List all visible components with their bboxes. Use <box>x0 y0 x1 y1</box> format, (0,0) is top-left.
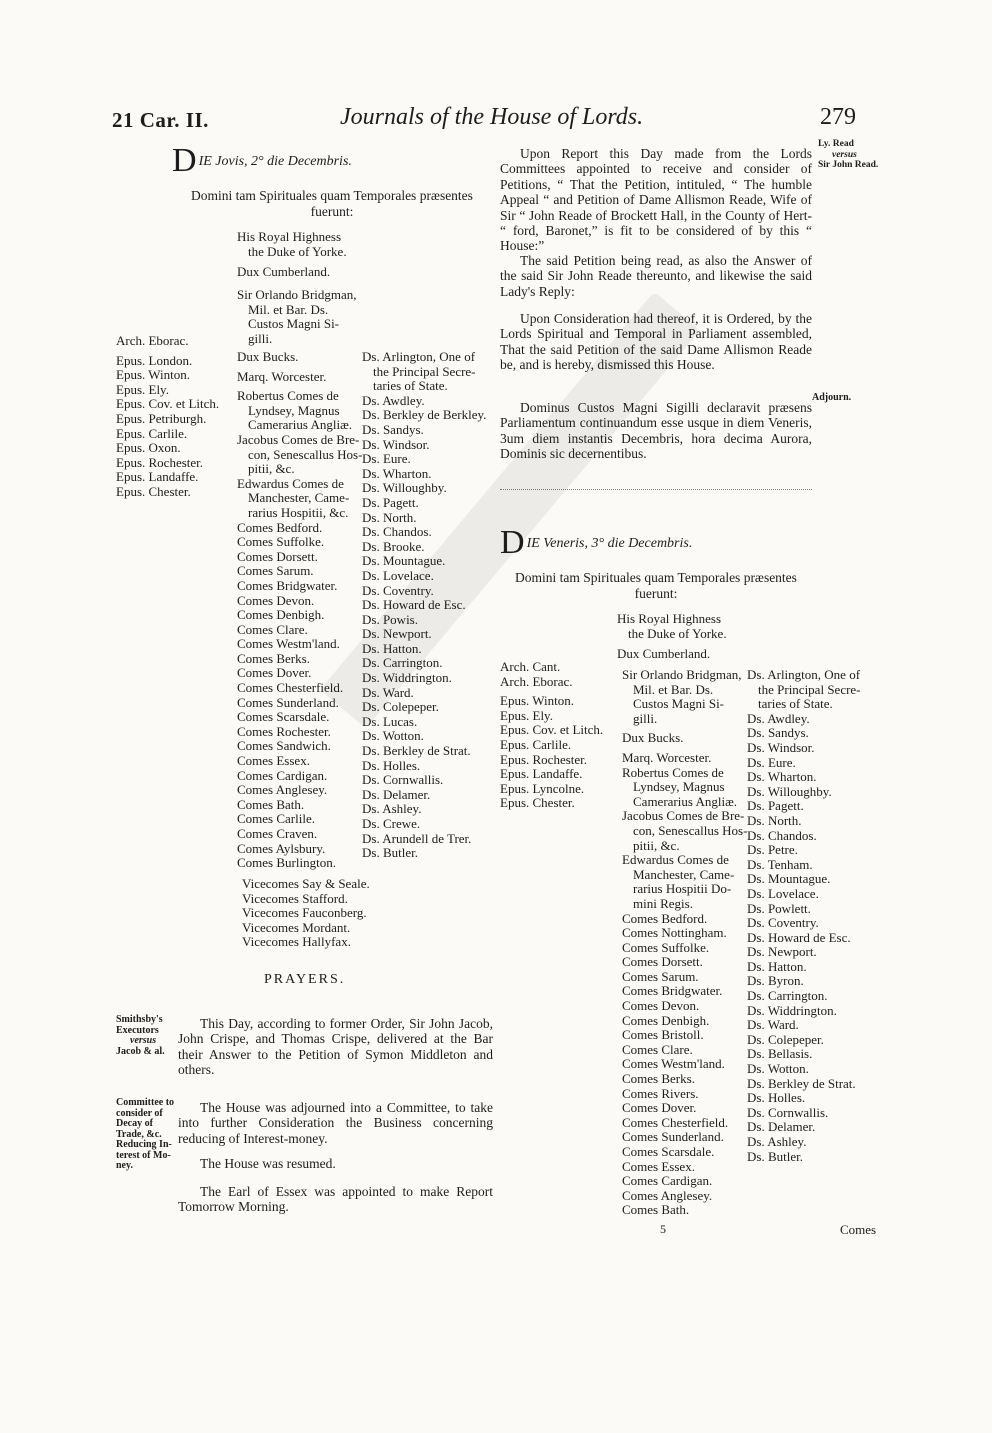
list-item: Comes Berks. <box>237 650 310 666</box>
list-item: Epus. Lyncolne. <box>500 780 585 796</box>
list-item: Comes Burlington. <box>237 855 336 871</box>
list-item: Comes Westm'land. <box>622 1056 725 1072</box>
royal-list <box>237 230 347 280</box>
list-item: Comes Devon. <box>237 592 315 608</box>
list-item: Sir Orlando Bridgman, <box>237 287 357 302</box>
day-heading-right <box>500 524 693 561</box>
list-item: Comes Devon. <box>622 998 700 1014</box>
list-item: Epus. Landaffe. <box>500 766 583 782</box>
list-item: Epus. Cov. et Litch. <box>500 722 604 738</box>
nobles-list-left <box>237 350 362 871</box>
list-item: Camerarius Angliæ. <box>633 793 737 809</box>
list-item: Epus. Winton. <box>116 367 190 383</box>
list-item: Epus. Winton. <box>500 693 574 709</box>
attendance-heading: Domini tam Spirituales quam Temporales præsentes fuerunt: <box>515 570 797 601</box>
list-item: Vicecomes Hallyfax. <box>242 934 351 950</box>
list-item: Vicecomes Mordant. <box>242 919 351 935</box>
list-item: mini Regis. <box>633 895 693 911</box>
paragraph-answer: This Day, according to former Order, Sir John Jacob, John Crispe, and Thomas Crispe, delivered at the Bar their Answer to the Petition of Symon Middleton and others. <box>178 1016 493 1078</box>
list-item: Lyndsey, Magnus <box>248 402 340 418</box>
list-item: Vicecomes Fauconberg. <box>242 905 367 921</box>
list-item: Ds. Berkley de Strat. <box>747 1075 856 1091</box>
list-item: Ds. Wharton. <box>362 465 432 481</box>
list-item: Ds. Willoughby. <box>362 480 447 496</box>
list-item: Edwardus Comes de <box>622 852 729 868</box>
list-item: Ds. Ward. <box>362 684 414 700</box>
list-item: Ds. Petre. <box>747 842 798 858</box>
margin-note-smithsby: Smithsby's Executors versus Jacob & al. <box>116 1014 165 1057</box>
nobles-list-right <box>622 668 747 1218</box>
list-item: Comes Berks. <box>622 1071 695 1087</box>
list-item: Ds. Pagett. <box>747 798 804 814</box>
list-item: Ds. Sandys. <box>747 725 809 741</box>
list-item: Dux Cumberland. <box>617 646 711 662</box>
list-item: Comes Scarsdale. <box>622 1144 715 1159</box>
list-item: Sir Orlando Bridgman, <box>622 667 742 682</box>
list-item: Camerarius Angliæ. <box>248 417 352 433</box>
list-item: Comes Chesterfield. <box>622 1114 729 1130</box>
list-item: Ds. Ward. <box>747 1017 799 1033</box>
list-item: Comes Dover. <box>237 665 312 681</box>
list-item: Ds. Lovelace. <box>747 885 819 901</box>
list-item: Comes Cardigan. <box>622 1173 713 1189</box>
list-item: Marq. Worcester. <box>237 368 327 384</box>
list-item: Comes Dorsett. <box>237 548 318 564</box>
day-title: IE Veneris, 3° die Decembris. <box>526 536 693 551</box>
list-item: Ds. Berkley de Berkley. <box>362 407 487 423</box>
list-item: Comes Sarum. <box>237 563 314 579</box>
attendance-heading: Domini tam Spirituales quam Temporales præsentes fuerunt: <box>191 188 473 219</box>
list-item: Comes Anglesey. <box>237 782 328 798</box>
list-item: Ds. Bellasis. <box>747 1046 813 1062</box>
list-item: Comes Rivers. <box>622 1085 699 1101</box>
list-item: Comes Craven. <box>237 826 318 841</box>
catchword: Comes <box>840 1222 877 1237</box>
day-heading-left <box>172 142 352 179</box>
list-item: Comes Essex. <box>622 1158 695 1174</box>
list-item: Ds. Hatton. <box>362 640 422 656</box>
paragraph-resumed: The House was resumed. <box>200 1156 336 1171</box>
list-item: Epus. Rochester. <box>500 751 588 767</box>
list-item: Ds. Sandys. <box>362 421 424 437</box>
list-item: Ds. Powlett. <box>747 900 811 916</box>
list-item: Vicecomes Stafford. <box>242 890 348 906</box>
paragraph-ordered: Upon Consideration had thereof, it is Ordered, by the Lords Spiritual and Temporal in Parliament assembled, That the said Petition of the said Dame Allismon Reade be, and is hereby, dismissed this House. <box>500 311 812 373</box>
list-item: Ds. Eure. <box>362 451 411 467</box>
list-item: Comes Aylsbury. <box>237 840 326 856</box>
list-item: Comes Bath. <box>237 796 305 812</box>
list-item: rarius Hospitii Do- <box>633 881 732 897</box>
list-item: Arch. Eborac. <box>500 673 573 689</box>
paragraph-petition-read: The said Petition being read, as also the Answer of the said Sir John Reade thereunto, and likewise the said Lady's Reply: <box>500 253 812 299</box>
list-item: Ds. Brooke. <box>362 538 425 554</box>
list-item: taries of State. <box>373 378 448 394</box>
page-number: 279 <box>820 104 856 130</box>
list-item: Ds. Chandos. <box>362 524 432 540</box>
drop-cap: D <box>500 524 525 561</box>
list-item: Ds. Butler. <box>362 845 418 861</box>
list-item: Ds. Coventry. <box>747 915 819 931</box>
list-item: Dux Bucks. <box>622 730 684 746</box>
list-item: His Royal Highness <box>237 229 341 244</box>
list-item: Manchester, Came- <box>248 490 350 506</box>
list-item: Mil. et Bar. Ds. <box>248 301 329 317</box>
list-item: Ds. Carrington. <box>362 655 443 671</box>
margin-note-read: Ly. Read versus Sir John Read. <box>818 139 879 170</box>
list-item: Comes Scarsdale. <box>237 709 330 725</box>
list-item: Dux Cumberland. <box>237 264 331 280</box>
list-item: Epus. London. <box>116 352 193 368</box>
list-item: Ds. Cornwallis. <box>747 1104 829 1120</box>
list-item: Custos Magni Si- <box>248 316 340 332</box>
list-item: Ds. Ashley. <box>362 801 422 817</box>
list-item: Ds. Newport. <box>362 626 432 642</box>
list-item: Comes Chesterfield. <box>237 680 344 696</box>
list-item: Ds. Arlington, One of <box>747 667 861 682</box>
list-item: Comes Clare. <box>622 1041 693 1057</box>
page-header-title: Journals of the House of Lords. <box>340 104 644 130</box>
paragraph-adjourn: Dominus Custos Magni Sigilli declaravit præsens Parliamentum continuandum esse usque in diem Veneris, 3um diem instantis Decembris, hora decima Aurora, Dominis sic decernentibus. <box>500 400 812 462</box>
list-item: Edwardus Comes de <box>237 475 344 491</box>
list-item: Comes Suffolke. <box>622 939 710 955</box>
list-item: Epus. Rochester. <box>116 454 204 470</box>
list-item: Epus. Carlile. <box>116 425 188 441</box>
list-item: Comes Nottingham. <box>622 925 727 941</box>
list-item: taries of State. <box>758 696 833 712</box>
paragraph-report: Upon Report this Day made from the Lords Committees appointed to receive and consider of Petitions, “ That the Petition, intituled, “ The humble Appeal “ and Petition of Dame Allismon Reade, Wife of Sir “ John Reade of Brockett Hall, in the County of Hert- “ ford, Baronet,” is fit to be considered of by this “ House:” <box>500 146 812 254</box>
list-item: Comes Bridgwater. <box>237 577 338 593</box>
list-item: Ds. Mountague. <box>747 871 831 887</box>
list-item: Epus. Oxon. <box>116 440 181 456</box>
list-item: the Duke of Yorke. <box>248 243 347 259</box>
barons-list-right <box>747 668 861 1164</box>
list-item: Comes Suffolke. <box>237 534 325 550</box>
list-item: pitii, &c. <box>633 837 680 853</box>
margin-note-adjourn: Adjourn. <box>812 392 852 403</box>
list-item: Ds. Wotton. <box>362 728 424 744</box>
list-item: Robertus Comes de <box>622 764 724 780</box>
list-item: Ds. Windsor. <box>747 739 815 755</box>
list-item: Comes Denbigh. <box>237 607 325 623</box>
list-item: the Principal Secre- <box>373 363 476 379</box>
list-item: Comes Sunderland. <box>622 1129 724 1145</box>
list-item: Ds. Hatton. <box>747 958 807 974</box>
list-item: Ds. Awdley. <box>747 710 810 726</box>
list-item: Ds. Howard de Esc. <box>747 929 851 945</box>
list-item: Vicecomes Say & Seale. <box>242 876 370 891</box>
list-item: Ds. Powis. <box>362 611 418 627</box>
list-item: Ds. Chandos. <box>747 827 817 843</box>
list-item: Ds. Crewe. <box>362 816 421 831</box>
list-item: Epus. Cov. et Litch. <box>116 396 220 412</box>
list-item: rarius Hospitii, &c. <box>248 504 349 520</box>
list-item: Ds. Butler. <box>747 1148 803 1164</box>
list-item: gilli. <box>248 330 273 346</box>
list-item: Arch. Eborac. <box>116 333 189 348</box>
list-item: the Principal Secre- <box>758 681 861 697</box>
list-item: Comes Sarum. <box>622 968 699 984</box>
drop-cap: D <box>172 142 197 179</box>
list-item: Jacobus Comes de Bre- <box>622 808 745 824</box>
list-item: Ds. Willoughby. <box>747 783 832 799</box>
list-item: Epus. Carlile. <box>500 736 572 752</box>
list-item: pitii, &c. <box>248 461 295 477</box>
list-item: Ds. Arlington, One of <box>362 349 476 364</box>
paragraph-essex: The Earl of Essex was appointed to make Report Tomorrow Morning. <box>178 1184 493 1215</box>
list-item: Comes Cardigan. <box>237 767 328 783</box>
list-item: Ds. Wharton. <box>747 769 817 785</box>
list-item: Ds. Awdley. <box>362 392 425 408</box>
list-item: Ds. North. <box>362 509 417 525</box>
barons-list-left <box>362 350 486 861</box>
list-item: Comes Bristoll. <box>622 1027 704 1043</box>
prayers-heading: PRAYERS. <box>264 972 346 987</box>
list-item: Ds. Widdrington. <box>747 1002 837 1018</box>
list-item: Comes Bedford. <box>622 910 708 926</box>
list-item: Ds. Delamer. <box>747 1119 816 1135</box>
list-item: Comes Clare. <box>237 621 308 637</box>
paragraph-committee: The House was adjourned into a Committee, to take into further Consideration the Business concerning reducing of Interest-money. <box>178 1100 493 1146</box>
list-item: Comes Carlile. <box>237 811 315 827</box>
list-item: Comes Rochester. <box>237 723 331 739</box>
list-item: gilli. <box>633 710 658 726</box>
list-item: Manchester, Came- <box>633 866 735 882</box>
clergy-list-left <box>116 334 219 500</box>
list-item: Arch. Cant. <box>500 659 561 674</box>
list-item: Ds. Howard de Esc. <box>362 597 466 613</box>
margin-note-committee: Committee to consider of Decay of Trade, &c. Reducing In- terest of Mo- ney. <box>116 1097 175 1171</box>
list-item: Ds. Tenham. <box>747 856 813 872</box>
list-item: Ds. Windsor. <box>362 436 430 452</box>
list-item: Ds. Cornwallis. <box>362 772 444 788</box>
list-item: Comes Dorsett. <box>622 954 703 970</box>
list-item: Mil. et Bar. Ds. <box>633 681 714 697</box>
list-item: Ds. Byron. <box>747 973 804 989</box>
clergy-list-right <box>500 660 603 811</box>
list-item: Ds. Newport. <box>747 944 817 960</box>
list-item: Ds. Holles. <box>362 757 421 773</box>
list-item: Jacobus Comes de Bre- <box>237 431 360 447</box>
list-item: Comes Bridgwater. <box>622 983 723 999</box>
list-item: Comes Westm'land. <box>237 636 340 652</box>
list-item: Ds. Colepeper. <box>362 699 439 715</box>
list-item: Ds. Eure. <box>747 754 796 770</box>
list-item: Comes Essex. <box>237 753 310 769</box>
list-item: Ds. North. <box>747 812 802 828</box>
list-item: His Royal Highness <box>617 611 721 626</box>
list-item: Comes Bedford. <box>237 519 323 535</box>
list-item: Epus. Landaffe. <box>116 469 199 485</box>
list-item: Dux Bucks. <box>237 349 299 364</box>
list-item: Epus. Petriburgh. <box>116 410 207 426</box>
list-item: Epus. Ely. <box>116 381 169 397</box>
page-header-left: 21 Car. II. <box>112 108 209 132</box>
list-item: Comes Bath. <box>622 1202 690 1218</box>
list-item: con, Senescallus Hos- <box>248 446 363 462</box>
list-item: Comes Anglesey. <box>622 1187 713 1203</box>
keeper-list <box>237 288 357 346</box>
list-item: Robertus Comes de <box>237 388 339 404</box>
list-item: Comes Dover. <box>622 1100 697 1116</box>
list-item: Ds. Coventry. <box>362 582 434 598</box>
list-item: Ds. Wotton. <box>747 1061 809 1077</box>
list-item: Ds. Widdrington. <box>362 670 452 686</box>
list-item: Epus. Ely. <box>500 707 553 723</box>
list-item: Ds. Lucas. <box>362 713 418 729</box>
section-divider <box>500 489 812 490</box>
list-item: Lyndsey, Magnus <box>633 779 725 795</box>
list-item: Ds. Pagett. <box>362 494 419 510</box>
list-item: con, Senescallus Hos- <box>633 822 748 838</box>
list-item: Ds. Delamer. <box>362 786 431 802</box>
list-item: Ds. Ashley. <box>747 1134 807 1149</box>
list-item: Epus. Chester. <box>500 795 575 811</box>
list-item: Epus. Chester. <box>116 483 191 499</box>
list-item: Ds. Berkley de Strat. <box>362 743 471 759</box>
list-item: Comes Sunderland. <box>237 694 339 710</box>
list-item: Comes Denbigh. <box>622 1012 710 1028</box>
list-item: Ds. Arundell de Trer. <box>362 830 472 846</box>
royal-list-right <box>617 612 727 662</box>
list-item: the Duke of Yorke. <box>628 625 727 641</box>
list-item: Comes Sandwich. <box>237 738 331 754</box>
list-item: Ds. Holles. <box>747 1090 806 1106</box>
list-item: Marq. Worcester. <box>622 749 712 765</box>
list-item: Custos Magni Si- <box>633 696 725 712</box>
list-item: Ds. Carrington. <box>747 988 828 1004</box>
signature-mark: 5 <box>660 1222 666 1236</box>
list-item: Ds. Mountague. <box>362 553 446 569</box>
viscounts-list <box>242 877 370 950</box>
list-item: Ds. Lovelace. <box>362 567 434 583</box>
day-title: IE Jovis, 2° die Decembris. <box>198 154 352 169</box>
list-item: Ds. Colepeper. <box>747 1031 824 1047</box>
